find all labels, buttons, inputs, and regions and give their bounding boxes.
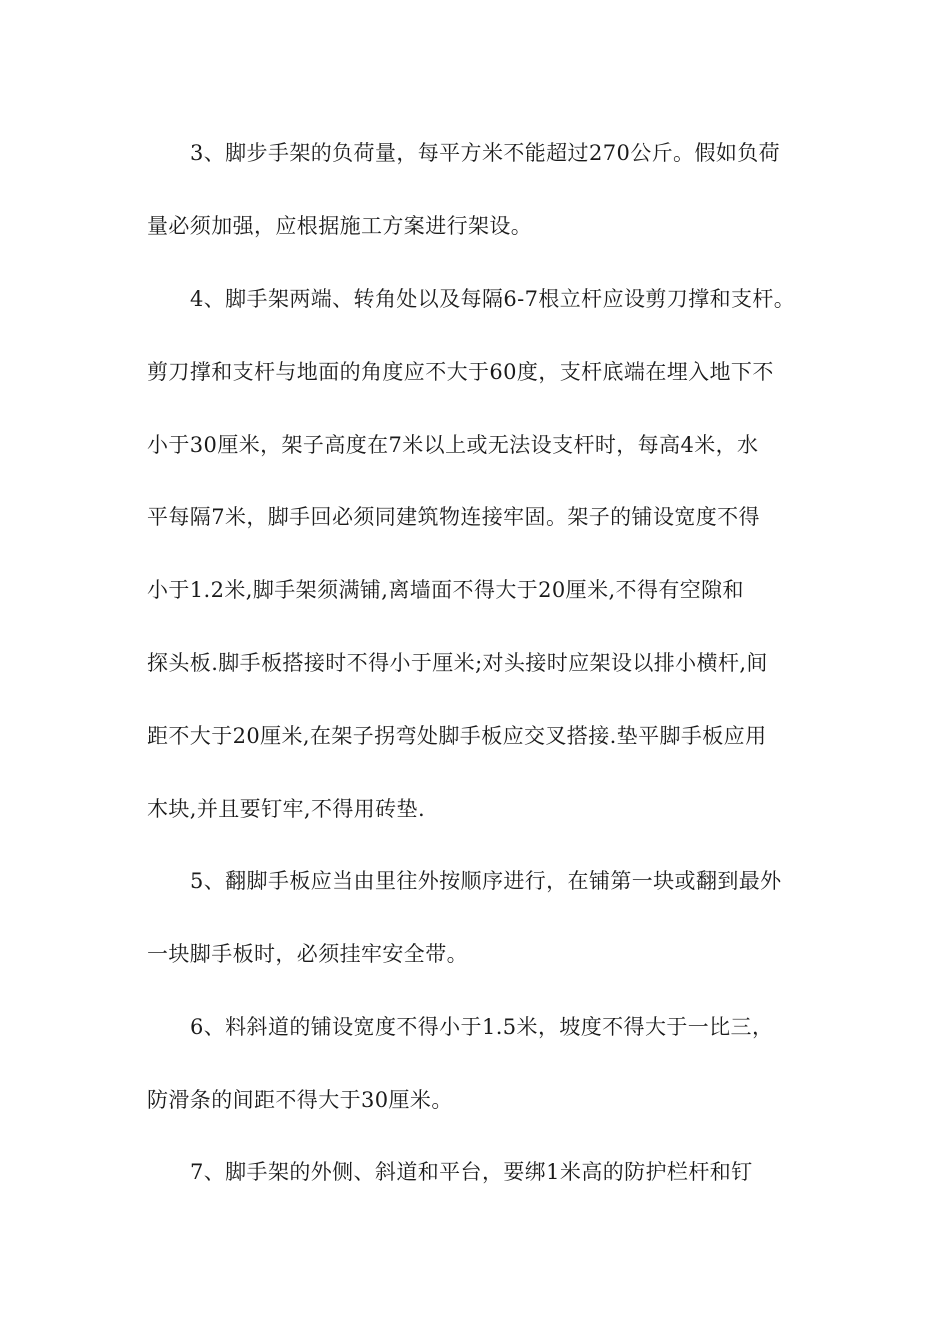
paragraph-4-line-8: 木块,并且要钉牢,不得用砖垫. — [147, 797, 426, 821]
paragraph-5-line-1: 5、翻脚手板应当由里往外按顺序进行，在铺第一块或翻到最外 — [190, 869, 782, 893]
paragraph-4-line-2: 剪刀撑和支杆与地面的角度应不大于60度，支杆底端在埋入地下不 — [147, 360, 774, 384]
paragraph-4-line-3: 小于30厘米，架子高度在7米以上或无法设支杆时，每高4米，水 — [147, 433, 759, 457]
paragraph-4-line-5: 小于1.2米,脚手架须满铺,离墙面不得大于20厘米,不得有空隙和 — [147, 578, 744, 602]
paragraph-6-line-2: 防滑条的间距不得大于30厘米。 — [147, 1088, 453, 1112]
paragraph-4-line-4: 平每隔7米，脚手回必须同建筑物连接牢固。架子的铺设宽度不得 — [147, 505, 760, 529]
paragraph-4-line-6: 探头板.脚手板搭接时不得小于厘米;对头接时应架设以排小横杆,间 — [147, 651, 768, 675]
paragraph-4-line-7: 距不大于20厘米,在架子拐弯处脚手板应交叉搭接.垫平脚手板应用 — [147, 724, 767, 748]
paragraph-5-line-2: 一块脚手板时，必须挂牢安全带。 — [147, 942, 468, 966]
paragraph-7-line-1: 7、脚手架的外侧、斜道和平台，要绑1米高的防护栏杆和钉 — [190, 1160, 753, 1184]
paragraph-3-line-1: 3、脚步手架的负荷量，每平方米不能超过270公斤。假如负荷 — [190, 141, 781, 165]
paragraph-3-line-2: 量必须加强，应根据施工方案进行架设。 — [147, 214, 533, 238]
paragraph-4-line-1: 4、脚手架两端、转角处以及每隔6-7根立杆应设剪刀撑和支杆。 — [190, 287, 796, 311]
paragraph-6-line-1: 6、料斜道的铺设宽度不得小于1.5米，坡度不得大于一比三， — [190, 1015, 774, 1039]
